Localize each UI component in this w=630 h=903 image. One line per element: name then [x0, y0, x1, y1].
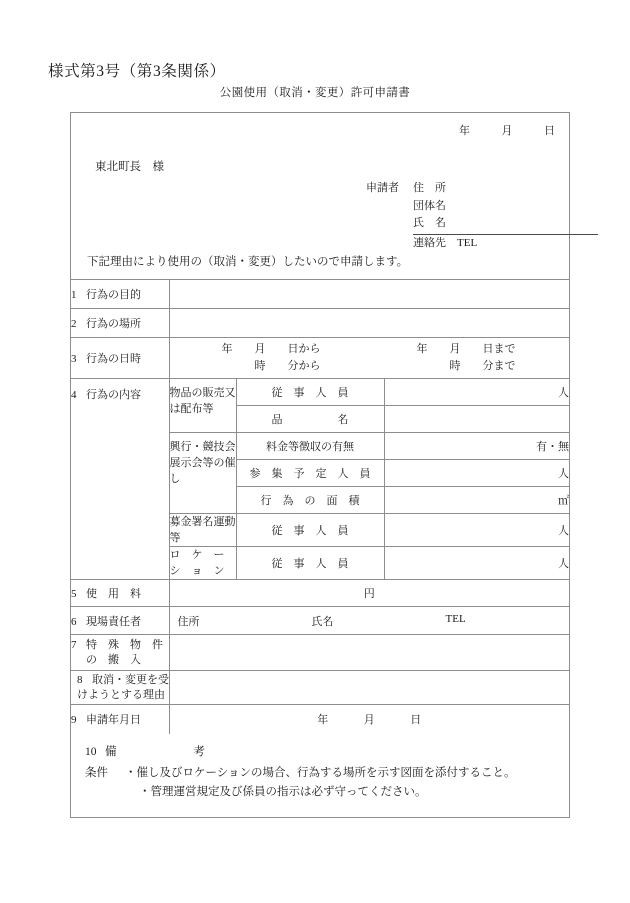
row-label-text: 使 用 料: [86, 588, 141, 600]
row-number: 5: [71, 588, 77, 600]
document-title: 公園使用（取消・変更）許可申請書: [219, 87, 411, 99]
form-frame: [70, 112, 570, 818]
datetime-from-date: 年 月 日から: [221, 343, 321, 355]
row-label-application-date: [71, 705, 169, 734]
row-label-text: 行為の目的: [86, 289, 141, 301]
conditions-label: 条件: [85, 766, 108, 779]
row-value-purpose[interactable]: [169, 280, 569, 309]
row-label-site-manager: [71, 607, 169, 635]
site-manager-name-label: 氏名: [311, 615, 334, 628]
datetime-fields: [170, 341, 570, 375]
row-number: 7: [71, 638, 77, 651]
row-number: 1: [71, 289, 77, 301]
field-label-activity-area: 行 為 の 面 積: [236, 487, 384, 514]
table-row: [71, 309, 569, 338]
site-manager-tel-label: TEL: [445, 612, 466, 625]
field-value-expected-attendance[interactable]: 人: [384, 460, 569, 487]
field-value-staff-count-location[interactable]: 人: [384, 547, 569, 580]
row-label-text: 行為の内容: [86, 389, 141, 401]
row-label-line2: けようとする理由: [77, 688, 165, 701]
datetime-to-time: 時 分まで: [449, 360, 516, 372]
row-number: 8: [77, 673, 83, 686]
row-label-purpose: [71, 280, 169, 309]
table-row: [71, 671, 569, 705]
applicant-fields: [413, 180, 598, 252]
field-value-staff-count[interactable]: 人: [384, 379, 569, 406]
row-number: 3: [71, 353, 77, 365]
site-manager-address-label: 住所: [177, 615, 200, 628]
row-label-datetime: [71, 338, 169, 379]
table-row: [71, 580, 569, 607]
field-value-activity-area[interactable]: ㎡: [384, 487, 569, 514]
applicant-address-field[interactable]: 住 所: [413, 182, 446, 194]
row-number: 9: [71, 714, 77, 727]
conditions-block: [85, 764, 569, 802]
row-label-special-items: [71, 635, 169, 671]
form-number: 様式第3号（第3条関係）: [48, 63, 226, 80]
notes-title: 備 考: [105, 745, 223, 758]
datetime-from: [222, 341, 321, 375]
row-value-place[interactable]: [169, 309, 569, 338]
row-number: 2: [71, 318, 77, 330]
field-label-staff-count: 従 事 人 員: [236, 379, 384, 406]
field-label-staff-count-fundraising: 従 事 人 員: [236, 514, 384, 547]
row-value-site-manager[interactable]: [169, 607, 569, 635]
row-label-text: 行為の日時: [86, 353, 141, 365]
application-table: [71, 279, 569, 734]
row-label-line1: [77, 673, 169, 688]
row-value-datetime[interactable]: [169, 338, 569, 379]
row-label-content: [71, 379, 169, 580]
datetime-from-time: 時 分から: [254, 360, 321, 372]
applicant-organization-field[interactable]: 団体名: [413, 199, 446, 212]
applicant-block: [366, 180, 598, 252]
row-label-text: 行為の場所: [86, 318, 141, 330]
row-label-text: 申請年月日: [86, 714, 141, 727]
field-label-item-name: 品 名: [236, 406, 384, 433]
row-label-text: 取消・変更を受: [92, 673, 169, 686]
issue-date-line: [459, 122, 555, 138]
table-row: [71, 379, 569, 406]
row-label-place: [71, 309, 169, 338]
row-label-text: 現場責任者: [86, 615, 141, 628]
application-date-day: 日: [410, 714, 422, 727]
application-date-year: 年: [317, 714, 329, 727]
table-row: [71, 607, 569, 635]
row-number: 4: [71, 389, 77, 401]
notes-number: 10: [85, 745, 97, 758]
row-value-change-reason[interactable]: [169, 671, 569, 705]
field-label-staff-count-location: 従 事 人 員: [236, 547, 384, 580]
issue-date-year: 年: [459, 125, 470, 137]
application-statement: 下記理由により使用の（取消・変更）したいので申請します。: [87, 256, 409, 268]
field-label-expected-attendance: 参 集 予 定 人 員: [236, 460, 384, 487]
field-label-fee-collection: 料金等徴収の有無: [236, 433, 384, 460]
issue-date-day: 日: [544, 125, 555, 137]
table-row: [71, 338, 569, 379]
field-value-fee-collection[interactable]: 有・無: [384, 433, 569, 460]
applicant-contact-field[interactable]: 連絡先 TEL: [413, 236, 478, 249]
row-label-line2: の 搬 入: [86, 653, 141, 666]
conditions-list: [125, 764, 516, 802]
datetime-to: [417, 341, 516, 375]
subgroup-label-goods-sale: 物品の販売又は配布等: [169, 379, 236, 433]
row-value-usage-fee[interactable]: 円: [169, 580, 569, 607]
spacer: [321, 341, 417, 375]
row-number: 6: [71, 615, 77, 628]
applicant-name-field[interactable]: 氏 名: [413, 215, 598, 235]
table-row: [71, 705, 569, 734]
subgroup-label-event: 興行・競技会展示会等の催し: [169, 433, 236, 514]
addressee: 東北町長 様: [95, 161, 164, 173]
row-label-usage-fee: [71, 580, 169, 607]
row-value-application-date[interactable]: [169, 705, 569, 734]
subgroup-label-location-shoot: ロ ケ ー シ ョ ン: [169, 547, 236, 580]
field-value-staff-count-fundraising[interactable]: 人: [384, 514, 569, 547]
notes-heading: [85, 743, 569, 762]
site-manager-fields: [170, 613, 570, 629]
condition-item: ・催し及びロケーションの場合、行為する場所を示す図面を添付すること。: [125, 766, 516, 779]
row-label-text: 特 殊 物 件: [86, 638, 163, 651]
subgroup-label-fundraising: 募金署名運動等: [169, 514, 236, 547]
table-row: [71, 635, 569, 671]
row-label-change-reason: [71, 671, 169, 705]
issue-date-month: 月: [501, 125, 513, 137]
field-value-item-name[interactable]: [384, 406, 569, 433]
row-value-special-items[interactable]: [169, 635, 569, 671]
applicant-label: 申請者: [366, 182, 399, 194]
datetime-to-date: 年 月 日まで: [416, 343, 516, 355]
condition-item: ・管理運営規定及び係員の指示は必ず守ってください。: [139, 785, 427, 798]
intro-block: [71, 113, 569, 279]
row-label-line1: [71, 638, 169, 653]
table-row: [71, 280, 569, 309]
application-date-month: 月: [363, 714, 375, 727]
notes-section: [71, 734, 569, 802]
